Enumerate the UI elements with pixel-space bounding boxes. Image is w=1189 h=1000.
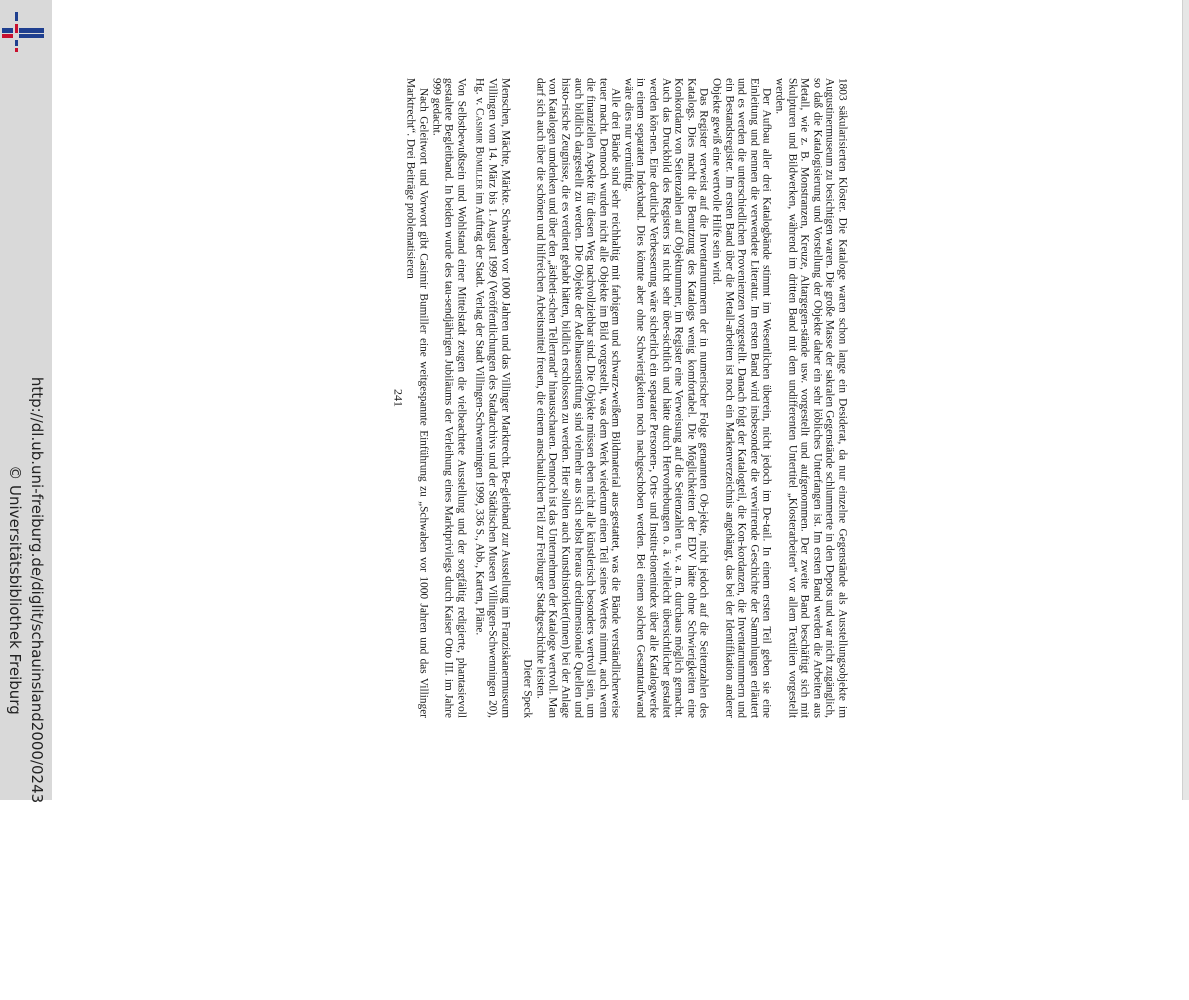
copyright-notice: © Universitätsbibliothek Freiburg — [6, 465, 24, 715]
source-credit — [4, 180, 48, 1000]
review-heading-author: Casimir Bumiller — [473, 108, 486, 190]
paragraph-3: Das Register verweist auf die Inventarnummern der in numerischer Folge genannten Ob-jekte, nicht jedoch auf die Seitenzahlen des Katalogs. Dies macht die Benutzung des Katalogs wenig komfortabel. Die Möglichkeiten der EDV hätte ohne Schwierigkeiten eine Konkordanz von Seitenzahlen auf Objektnummer, im Register eine Verweisung auf die Seitenzahlen u. v. a. m. durchaus möglich gemacht. Auch das Druckbild des Registers ist nicht sehr über-sichtlich und hätte durch Hervorhebungen o. ä. vielleicht übersichtlicher gestaltet werden kön-nen. Eine deutliche Verbesserung wäre sicherlich ein separater Personen-, Orts- und Institu-tionenindex über alle Katalogwerke in einem separaten Indexband. Dies könnte aber ohne Schwierigkeiten noch nachgeschoben werden. Bei einem solchen Gesamtaufwand wäre dies nur vernünftig. — [622, 78, 710, 718]
paragraph-2: Der Aufbau aller drei Katalogbände stimmt im Wesentlichen überein, nicht jedoch im De-tail. In einem ersten Teil geben sie eine Einleitung und nennen die verwendete Literatur. Im ersten Band wird insbesondere die verwirrende Geschichte der Sammlungen erläutert und es werden die unterschiedlichen Provenienzen vorgestellt. Danach folgt der Katalogteil, die Kon-kordanzen, die Inventarnummern und ein Bestandsregister. Im ersten Band über die Metall-arbeiten ist noch ein Markenverzeichnis angehängt, das bei der Identifikation anderer Objekte gewiß eine wertvolle Hilfe sein wird. — [710, 78, 773, 718]
viewer-sidebar — [0, 0, 52, 804]
review-signature: Dieter Speck — [521, 659, 534, 718]
paragraph-4: Alle drei Bände sind sehr reichhaltig mit farbigem und schwarz-weißem Bildmaterial aus-gestattet, was die Bände verständlicherweise teuer macht. Dennoch wurden nicht alle Objekte im Bild vorgestellt, was dem Werk wiederum einen Teil seines Wertes nimmt, auch wenn die finanziellen Aspekte für diesen Weg nachvollziehbar sind. Die Objekte müssen eben nicht alle künstlerisch besonders wertvoll sein, um auch bildlich dargestellt zu werden. Die Objekte der Adelhausenstiftung sind vielmehr aus sich selbst heraus dreidimensionale Quellen und histo-rische Zeugnisse, die es verdient gehabt hätten, bildlich erschlossen zu werden. Hier sollten auch Kunsthistoriker(innen) bei der Anlage von Katalogen umdenken und über den „ästheti-schen Tellerrand“ hinausschauen. Dennoch ist das Unternehmen der Kataloge wertvoll. Man darf sich auch über die schönen und hilfreichen Arbeitsmittel freuen, die einem anschaulichen Teil zur Freiburger Stadtgeschichte leisten. — [534, 78, 622, 718]
review-heading-suffix: im Auftrag der Stadt. Verlag der Stadt Villingen-Schwenningen 1999, 336 S., Abb., Karten, Pläne. — [473, 189, 486, 636]
review-heading-prefix: Menschen, Mächte, Märkte. Schwaben vor 1000 Jahren und das Villinger Marktrecht. Be-gleitband zur Ausstellung im Franziskanermuseum Villingen vom 14. März bis 1. August 1999 (Veröffentlichungen des Stadtarchivs und der Städtischen Museen Villingen-Schwenningen 20), Hg. v. — [473, 78, 511, 718]
document-page — [392, 78, 849, 718]
review-heading — [473, 78, 511, 718]
paragraph-1: 1803 säkularisierten Klöster. Die Kataloge waren schon lange ein Desiderat, da nur einzelne Gegenstände als Ausstellungsobjekte im Augustinermuseum zu besichtigen waren. Die große Masse der sakralen Gegenstände schlummerte in den Depots und war nicht zugänglich, so daß die Katalogisierung und Vorstellung der Objekte daher ein sehr löbliches Unterfangen ist. Im ersten Band werden die Arbeiten aus Metall, wie z. B. Monstranzen, Kreuze, Altargegen-stände usw. vorgestellt und aufgenommen. Der zweite Band beschäftigt sich mit Skulpturen und Bildwerken, während im dritten Band mit dem undifferenten Untertitel „Klosterarbeiten“ vor allem Textilien vorgestellt werden. — [773, 78, 849, 718]
paragraph-5: Von Selbstbewußtsein und Wohlstand einer Mittelstadt zeugen die vielbeachtete Ausstellung und der sorgfältig redigierte, phantasievoll gestaltete Begleitband. In beiden wurde des tau-sendjährigen Jubiläums der Verleihung eines Marktprivilegs durch Kaiser Otto III. im Jahre 999 gedacht. — [429, 78, 468, 718]
page-number: 241 — [391, 389, 406, 407]
paragraph-6: Nach Geleitwort und Vorwort gibt Casimir Bumiller eine weitgespannte Einführung zu „Schwaben vor 1000 Jahren und das Villinger Marktrecht“. Drei Beiträge problematisieren — [404, 78, 430, 718]
document-url-link[interactable]: http://dl.ub.uni-freiburg.de/diglit/schauinsland2000/0243 — [28, 376, 46, 804]
scrollbar[interactable] — [1182, 0, 1189, 800]
